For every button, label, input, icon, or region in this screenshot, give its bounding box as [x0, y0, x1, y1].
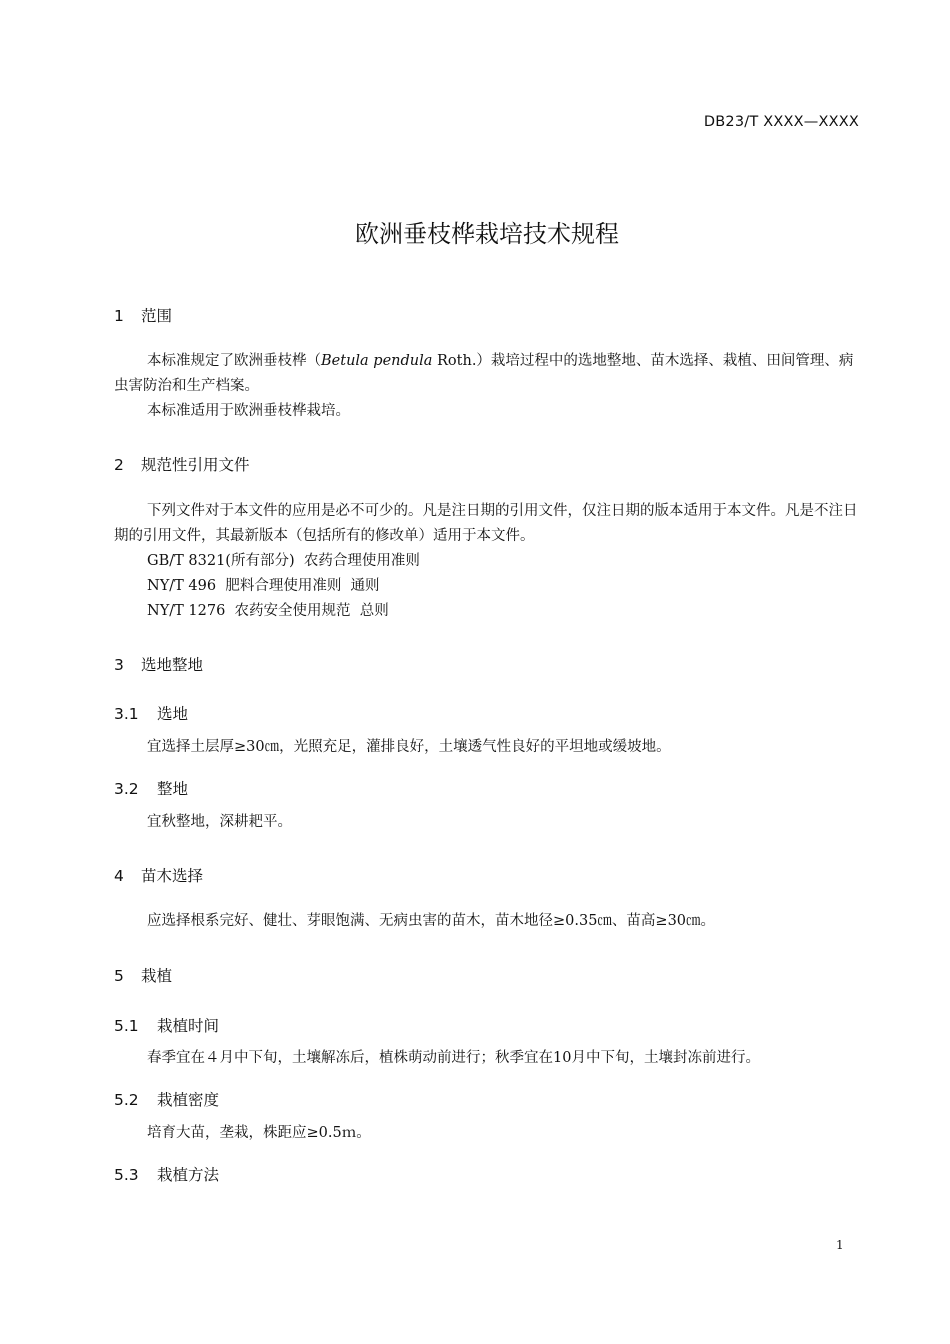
subsection-heading-planting-method [114, 1163, 219, 1185]
section-title: 栽植 [141, 967, 173, 985]
subsection-number: 3.2 [114, 780, 139, 798]
section-number: 3 [114, 656, 124, 674]
planting-time-text: 春季宜在４月中下旬，土壤解冻后，植株萌动前进行；秋季宜在10月中下旬，土壤封冻前进行。 [147, 1050, 760, 1066]
subsection-title: 栽植方法 [157, 1166, 220, 1184]
section-number: 2 [114, 456, 124, 474]
planting-density-text: 培育大苗，垄栽，株距应≥0.5ｍ。 [147, 1125, 371, 1141]
section-number: 4 [114, 867, 124, 885]
section-number: 5 [114, 967, 124, 985]
reference-item: GB/T 8321(所有部分) 农药合理使用准则 [147, 553, 420, 569]
section-title: 选地整地 [141, 656, 204, 674]
document-title: 欧洲垂枝桦栽培技术规程 [355, 220, 619, 248]
subsection-heading-site-selection [114, 702, 188, 724]
seedling-text: 应选择根系完好、健壮、芽眼饱满、无病虫害的苗木，苗木地径≥0.35㎝、苗高≥30㎝。 [147, 913, 716, 929]
section-title: 苗木选择 [141, 867, 204, 885]
subsection-title: 栽植密度 [157, 1091, 220, 1109]
scope-text-start: 本标准规定了欧洲垂枝桦（ [147, 353, 321, 369]
subsection-title: 选地 [157, 705, 189, 723]
latin-name: Betula pendula [321, 353, 433, 369]
standard-code: DB23/T XXXX—XXXX [703, 114, 859, 130]
section-heading-site [114, 653, 203, 675]
scope-paragraph [114, 349, 860, 399]
scope-applicability: 本标准适用于欧洲垂枝桦栽培。 [147, 403, 350, 419]
subsection-number: 5.3 [114, 1166, 139, 1184]
section-heading-references [114, 453, 250, 475]
subsection-number: 5.1 [114, 1017, 139, 1035]
subsection-title: 整地 [157, 780, 189, 798]
section-heading-scope [114, 304, 172, 326]
site-preparation-text: 宜秋整地，深耕耙平。 [147, 814, 292, 830]
reference-item: NY/T 496 肥料合理使用准则 通则 [147, 578, 380, 594]
site-selection-text: 宜选择土层厚≥30㎝，光照充足，灌排良好，土壤透气性良好的平坦地或缓坡地。 [147, 739, 671, 755]
scope-text-end: Roth.）栽培过程中的选地整地、苗木选择、栽植、田间管理、病虫害防治和生产档案。 [114, 353, 854, 394]
subsection-number: 5.2 [114, 1091, 139, 1109]
section-number: 1 [114, 307, 124, 325]
subsection-heading-planting-density [114, 1088, 219, 1110]
references-intro: 下列文件对于本文件的应用是必不可少的。凡是注日期的引用文件，仅注日期的版本适用于本文件。凡是不注日期的引用文件，其最新版本（包括所有的修改单）适用于本文件。 [114, 503, 858, 544]
section-heading-seedling [114, 864, 203, 886]
section-title: 范围 [141, 307, 173, 325]
page-number: 1 [836, 1238, 844, 1252]
reference-item: NY/T 1276 农药安全使用规范 总则 [147, 603, 389, 619]
section-title: 规范性引用文件 [141, 456, 250, 474]
subsection-heading-planting-time [114, 1014, 219, 1036]
subsection-title: 栽植时间 [157, 1017, 220, 1035]
section-heading-planting [114, 964, 172, 986]
subsection-number: 3.1 [114, 705, 139, 723]
subsection-heading-site-preparation [114, 777, 188, 799]
